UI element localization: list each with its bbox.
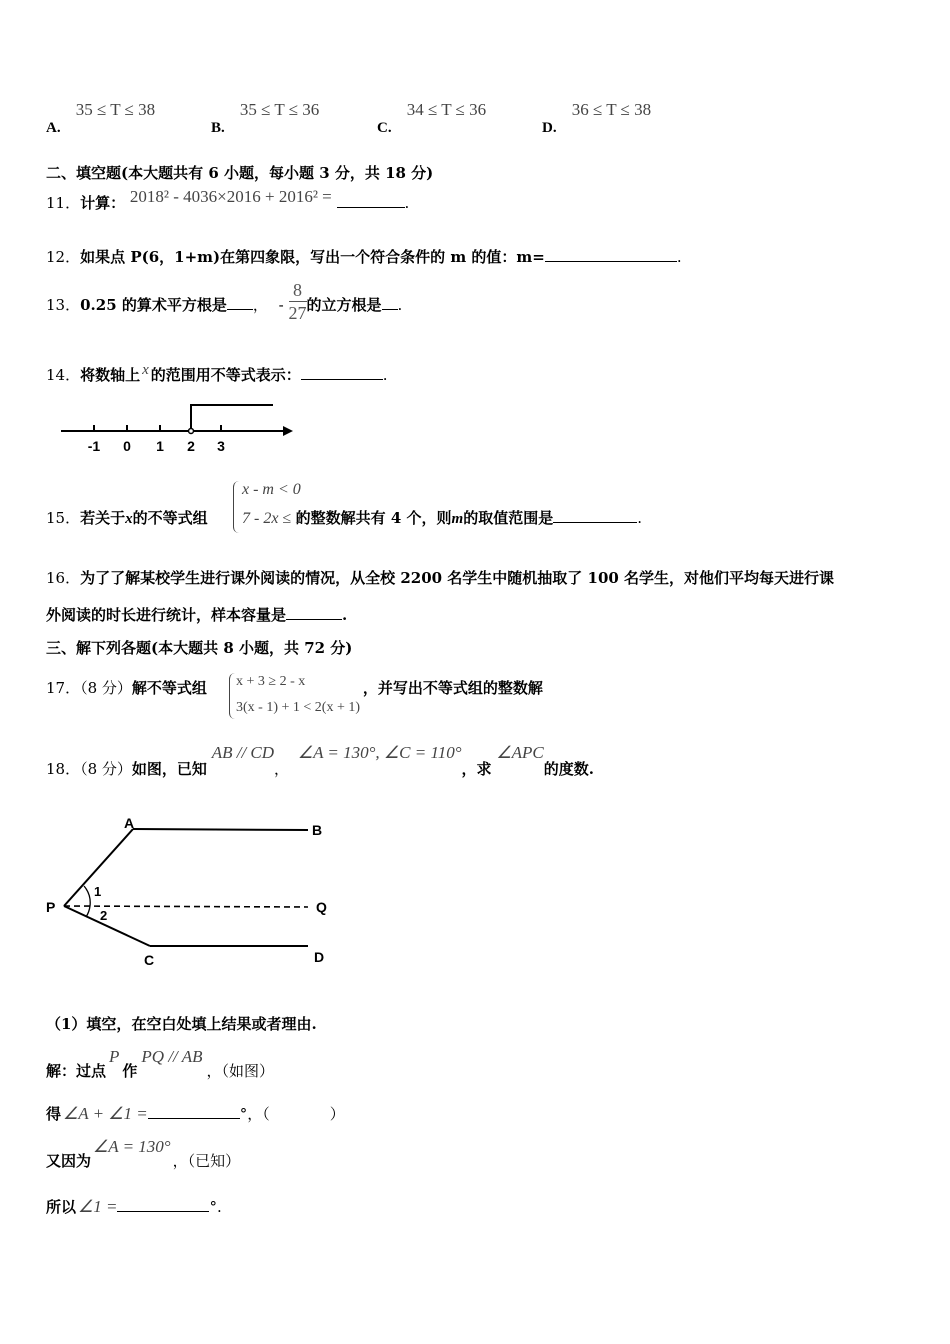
question-15 — [46, 507, 642, 528]
solution-text: ，（如图） — [206, 1062, 275, 1080]
math-expression: ∠A = 130°, ∠C = 110° — [297, 743, 462, 762]
option-letter: C. — [377, 120, 392, 136]
question-number: 14． — [46, 366, 81, 384]
section-title: 二、填空题(本大题共有 6 小题，每小题 3 分，共 18 分) — [46, 164, 434, 182]
math-expression: ∠A = 130° — [93, 1137, 171, 1156]
option-expr: 36 ≤ T ≤ 38 — [571, 100, 652, 119]
system-brace — [229, 673, 235, 719]
point-label-b: B — [312, 822, 323, 838]
solution-text: ，（已知） — [172, 1152, 241, 1170]
part-title: （1）填空，在空白处填上结果或者理由. — [46, 1015, 317, 1033]
question-label: 计算： — [80, 194, 126, 212]
question-number: 11． — [46, 194, 81, 212]
option-letter: A. — [46, 120, 61, 136]
option-expr: 34 ≤ T ≤ 36 — [406, 100, 487, 119]
question-number: 16． — [46, 569, 81, 587]
option-c — [377, 100, 487, 136]
question-text: 的度数. — [543, 760, 594, 778]
answer-blank[interactable] — [553, 508, 637, 523]
question-number: 15． — [46, 509, 81, 527]
answer-blank[interactable] — [148, 1104, 240, 1119]
punctuation: . — [397, 296, 403, 314]
question-12 — [46, 246, 682, 267]
answer-blank[interactable] — [117, 1197, 209, 1212]
question-text: 为了了解某校学生进行课外阅读的情况，从全校 2200 名学生中随机抽取了 100 名学生，对他们平均每天进行课 — [80, 569, 835, 587]
line-pq — [64, 906, 308, 907]
number-line — [55, 396, 305, 458]
line-ab — [133, 829, 308, 830]
question-text: 将数轴上 — [80, 366, 141, 384]
punctuation: . — [404, 194, 410, 212]
tick-label: -1 — [87, 438, 101, 454]
answer-blank[interactable] — [382, 295, 398, 310]
question-number: 12． — [46, 248, 81, 266]
punctuation: . — [382, 366, 388, 384]
open-circle — [189, 429, 194, 434]
answer-blank[interactable] — [301, 365, 383, 380]
question-text: 的立方根是 — [306, 296, 382, 314]
question-number: 18． — [46, 760, 81, 778]
geometry-figure — [40, 808, 340, 973]
question-text: 的整数解共有 4 个，则 — [295, 509, 452, 527]
angle-arc-1 — [84, 886, 90, 906]
point-label-c: C — [144, 952, 155, 968]
variable: m — [451, 511, 464, 527]
math-expression: AB // CD — [211, 743, 275, 762]
point-label-a: A — [124, 815, 135, 831]
solution-text: 解：过点 — [46, 1062, 107, 1080]
arrow-head — [283, 426, 293, 436]
question-text: 0.25 的算术平方根是 — [80, 296, 227, 314]
punctuation: . — [637, 509, 642, 527]
question-number: 17． — [46, 679, 81, 697]
option-letter: B. — [211, 120, 225, 136]
question-number: 13． — [46, 296, 81, 314]
math-expression: PQ // AB — [141, 1047, 203, 1066]
option-expr: 35 ≤ T ≤ 38 — [75, 100, 156, 119]
question-text: 外阅读的时长进行统计，样本容量是 — [46, 606, 287, 624]
answer-blank[interactable] — [337, 193, 405, 208]
score: （8 分） — [80, 679, 132, 697]
answer-blank[interactable] — [227, 295, 253, 310]
point-label-p: P — [46, 899, 56, 915]
question-text: 的范围用不等式表示： — [150, 366, 301, 384]
question-text: 如果点 P(6，1+m)在第四象限，写出一个符合条件的 m 的值：m= — [80, 248, 545, 266]
inequality: 3(x - 1) + 1 < 2(x + 1) — [236, 700, 360, 715]
score: （8 分） — [80, 760, 132, 778]
option-letter: D. — [542, 120, 557, 136]
tick-label: 1 — [156, 438, 164, 454]
question-text: 解不等式组 — [131, 679, 207, 697]
solution-text: °，（ ） — [239, 1105, 345, 1123]
question-11 — [46, 187, 410, 213]
inequality: x - m < 0 — [242, 481, 301, 498]
fraction-denominator: 27 — [288, 303, 307, 323]
question-16 — [46, 567, 834, 588]
point-label-q: Q — [316, 899, 327, 915]
solution-text: 又因为 — [46, 1152, 92, 1170]
option-b — [211, 100, 320, 136]
system-brace — [233, 481, 240, 533]
minus-sign: - — [278, 296, 284, 314]
tick-label: 0 — [123, 438, 131, 454]
punctuation: ， — [252, 296, 268, 314]
inequality: x + 3 ≥ 2 - x — [236, 674, 306, 689]
solution-text: 作 — [122, 1062, 138, 1080]
angle-label-1: 1 — [94, 884, 102, 899]
point-label-d: D — [314, 949, 325, 965]
inequality: 7 - 2x ≤ 1 — [242, 510, 304, 527]
answer-blank[interactable] — [545, 247, 677, 262]
solution-text: °. — [209, 1198, 222, 1216]
question-18 — [46, 742, 594, 778]
question-13 — [46, 280, 402, 324]
punctuation: . — [342, 606, 348, 624]
solution-line-2 — [46, 1103, 345, 1124]
question-text: ，求 — [461, 760, 492, 778]
solution-line-4 — [46, 1196, 222, 1217]
option-expr: 35 ≤ T ≤ 36 — [239, 100, 320, 119]
question-16-line2 — [46, 604, 347, 625]
question-14 — [46, 364, 388, 385]
solution-text: 所以 — [46, 1198, 77, 1216]
tick-label: 2 — [187, 438, 195, 454]
question-text: ，并写出不等式组的整数解 — [362, 679, 543, 697]
question-text: 如图，已知 — [131, 760, 207, 778]
solution-text: 得 — [46, 1105, 62, 1123]
fraction-numerator: 8 — [289, 280, 307, 302]
answer-blank[interactable] — [286, 605, 342, 620]
math-expression: ∠A + ∠1 = — [63, 1104, 148, 1123]
variable: x — [142, 362, 149, 378]
solution-line-3 — [46, 1136, 241, 1170]
question-text: 的取值范围是 — [463, 509, 554, 527]
math-expression: ∠APC — [496, 743, 544, 762]
fraction — [289, 280, 307, 324]
math-expression: ∠1 = — [78, 1197, 118, 1216]
tick-label: 3 — [217, 438, 225, 454]
math-expression: 2018² - 4036×2016 + 2016² = — [129, 187, 332, 206]
question-text: 若关于 — [80, 509, 126, 527]
section-title: 三、解下列各题(本大题共 8 小题，共 72 分) — [46, 639, 353, 657]
punctuation: ， — [274, 760, 290, 778]
variable: P — [109, 1047, 120, 1066]
variable: x — [125, 511, 133, 527]
range-bracket — [191, 405, 273, 429]
option-a — [46, 100, 156, 136]
angle-arc-2 — [86, 906, 90, 917]
solution-line-1 — [46, 1046, 275, 1080]
punctuation: . — [676, 248, 682, 266]
option-d — [542, 100, 652, 136]
angle-label-2: 2 — [100, 908, 108, 923]
question-text: 的不等式组 — [132, 509, 208, 527]
